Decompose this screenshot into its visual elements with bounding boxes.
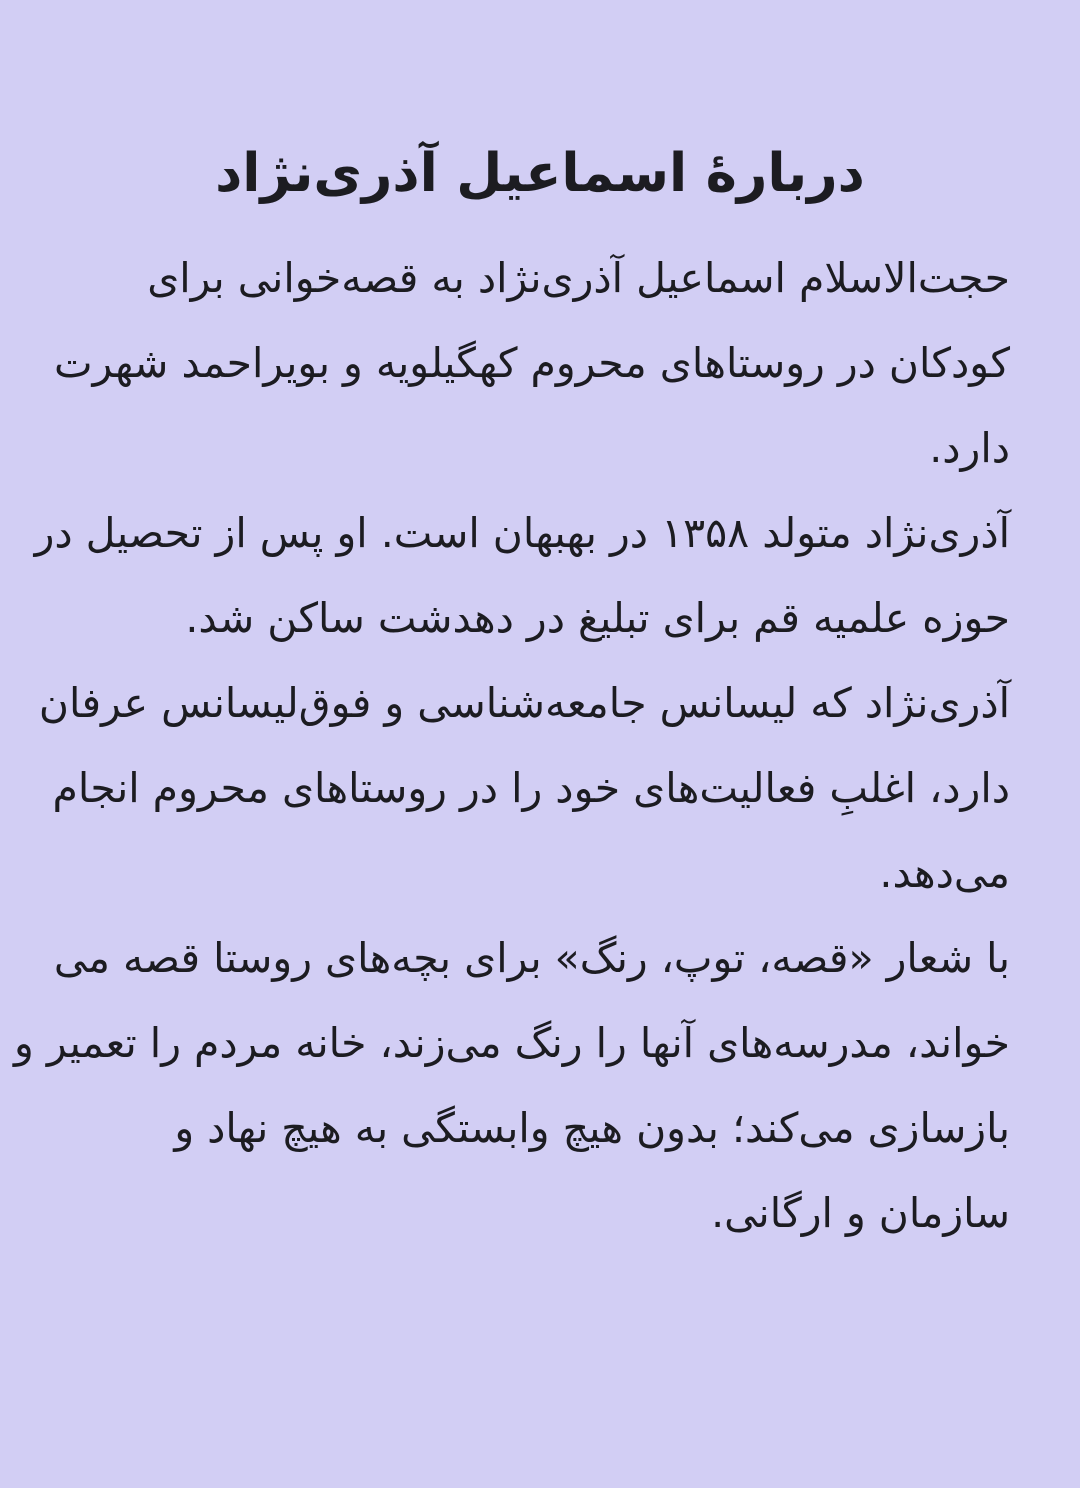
body-text	[0, 236, 1080, 1256]
page-title: دربارهٔ اسماعیل آذری‌نژاد	[215, 143, 865, 204]
body-line: دارد.	[929, 423, 1010, 472]
body-line: دارد، اغلبِ فعالیت‌های خود را در روستاهای محروم انجام	[52, 763, 1010, 812]
body-line: سازمان و ارگانی.	[711, 1188, 1010, 1237]
body-line: خواند، مدرسه‌های آنها را رنگ می‌زند، خانه مردم را تعمیر و	[14, 1018, 1010, 1067]
body-line: آذری‌نژاد که لیسانس جامعه‌شناسی و فوق‌لیسانس عرفان	[38, 678, 1010, 727]
body-line: بازسازی می‌کند؛ بدون هیچ وابستگی به هیچ نهاد و	[174, 1103, 1010, 1152]
body-line: حجت‌الاسلام اسماعیل آذری‌نژاد به قصه‌خوانی برای	[147, 253, 1010, 302]
body-line: کودکان در روستاهای محروم کهگیلویه و بویراحمد شهرت	[53, 338, 1010, 387]
body-line: می‌دهد.	[879, 848, 1010, 897]
body-line: آذری‌نژاد متولد ۱۳۵۸ در بهبهان است. او پس از تحصیل در	[34, 508, 1010, 557]
body-line: حوزه علمیه قم برای تبلیغ در دهدشت ساکن شد.	[185, 593, 1010, 642]
body-line: با شعار «قصه، توپ، رنگ» برای بچه‌های روستا قصه می	[53, 933, 1010, 982]
text-post	[0, 138, 1080, 1488]
